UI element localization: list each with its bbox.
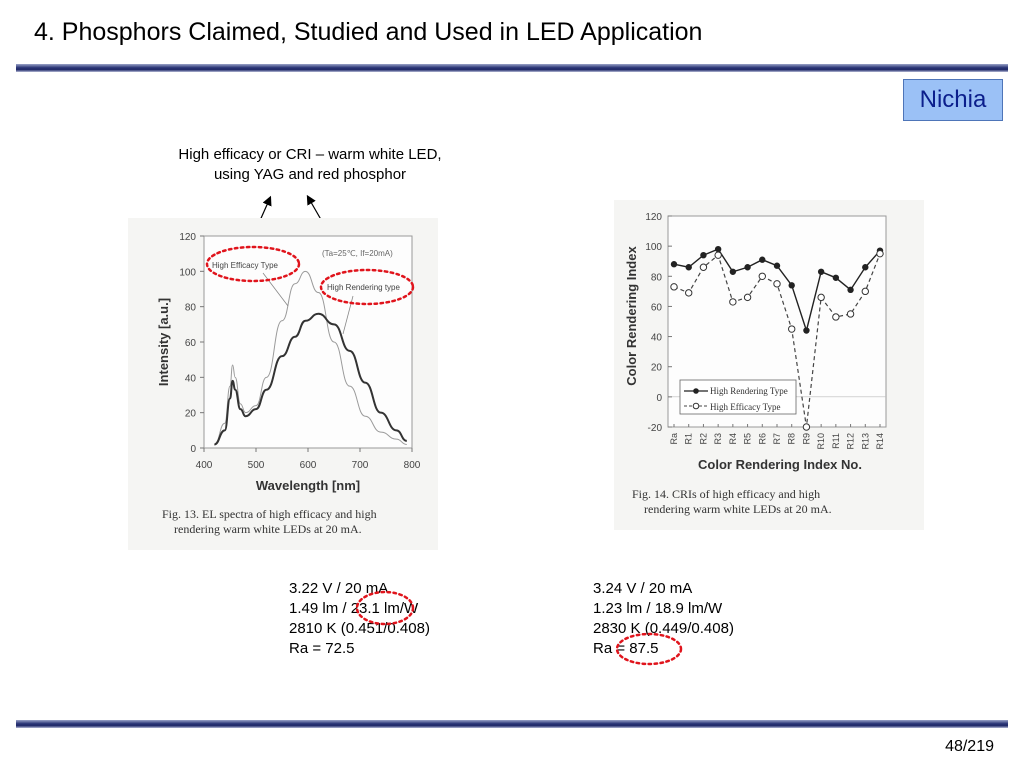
- y-tick-label: 80: [650, 272, 662, 284]
- page-number: 48/219: [945, 738, 994, 755]
- x-tick-label: R6: [757, 433, 768, 445]
- x-tick-label: R10: [816, 433, 827, 450]
- y-axis-label: Intensity [a.u.]: [156, 297, 171, 387]
- legend-high-rendering: High Rendering Type: [710, 386, 788, 396]
- y-tick-label: 0: [190, 444, 196, 455]
- y-axis-label: Color Rendering Index: [624, 246, 639, 386]
- x-tick-label: R2: [698, 433, 709, 445]
- x-tick-label: 600: [299, 460, 317, 471]
- x-tick-label: R1: [683, 433, 694, 445]
- x-tick-label: R13: [860, 433, 871, 450]
- x-tick-label: R3: [713, 433, 724, 445]
- highlight-circle-ra-value: [617, 634, 681, 664]
- y-tick-label: 40: [650, 332, 662, 344]
- x-tick-label: R14: [875, 433, 885, 450]
- fig13-caption-line-1: Fig. 13. EL spectra of high efficacy and high: [162, 507, 377, 521]
- x-tick-label: 500: [247, 460, 265, 471]
- y-tick-label: 60: [184, 338, 196, 349]
- slide-title: 4. Phosphors Claimed, Studied and Used in LED Application: [34, 18, 703, 46]
- stats-voltage: 3.24 V / 20 mA: [593, 580, 693, 597]
- stats-cct: 2830 K (0.449/0.408): [593, 620, 734, 637]
- highlight-circle-efficacy-value: [357, 592, 413, 624]
- y-tick-label: 60: [650, 302, 662, 314]
- stats-voltage: 3.22 V / 20 mA: [289, 580, 389, 597]
- bottom-divider: [16, 720, 1008, 728]
- stats-flux-efficacy: 1.23 lm / 18.9 lm/W: [593, 600, 723, 617]
- x-axis-label: Color Rendering Index No.: [698, 457, 862, 472]
- x-tick-label: R4: [727, 433, 738, 445]
- y-tick-label: 120: [645, 212, 662, 223]
- x-tick-label: 800: [403, 460, 421, 471]
- x-axis-label: Wavelength [nm]: [255, 478, 361, 493]
- fig14-caption-line-1: Fig. 14. CRIs of high efficacy and high: [632, 487, 821, 501]
- y-tick-label: 0: [656, 392, 662, 404]
- x-tick-label: 700: [351, 460, 369, 471]
- company-badge: Nichia: [903, 79, 1003, 121]
- x-tick-label: R5: [742, 433, 753, 445]
- stats-cct: 2810 K (0.451/0.408): [289, 620, 430, 637]
- x-tick-label: R9: [801, 433, 812, 445]
- x-tick-label: R11: [830, 433, 841, 449]
- stats-ra: Ra = 72.5: [289, 640, 355, 657]
- y-tick-label: 20: [184, 408, 196, 420]
- fig13-caption-line-2: rendering warm white LEDs at 20 mA.: [174, 522, 362, 536]
- x-tick-label: R7: [772, 433, 782, 445]
- y-tick-label: 100: [179, 267, 196, 279]
- x-tick-label: R8: [786, 433, 797, 445]
- x-tick-label: Ra: [669, 433, 679, 445]
- legend-high-efficacy: High Efficacy Type: [710, 402, 781, 412]
- legend-high-efficacy: High Efficacy Type: [212, 261, 278, 270]
- y-tick-label: 40: [184, 373, 196, 385]
- y-tick-label: 20: [650, 362, 662, 374]
- callout-line-2: using YAG and red phosphor: [213, 166, 407, 183]
- callout-line-1: High efficacy or CRI – warm white LED,: [178, 146, 442, 163]
- y-tick-label: 120: [179, 232, 196, 243]
- legend-high-rendering: High Rendering type: [327, 283, 400, 292]
- stats-ra: Ra = 87.5: [593, 640, 659, 657]
- test-condition: (Ta=25℃, If=20mA): [322, 249, 393, 258]
- stats-flux-efficacy: 1.49 lm / 23.1 lm/W: [289, 600, 419, 617]
- y-tick-label: 100: [645, 242, 662, 254]
- x-tick-label: 400: [195, 460, 213, 471]
- x-tick-label: R12: [845, 433, 856, 450]
- fig14-caption-line-2: rendering warm white LEDs at 20 mA.: [644, 502, 832, 516]
- y-tick-label: -20: [647, 423, 662, 434]
- y-tick-label: 80: [184, 302, 196, 314]
